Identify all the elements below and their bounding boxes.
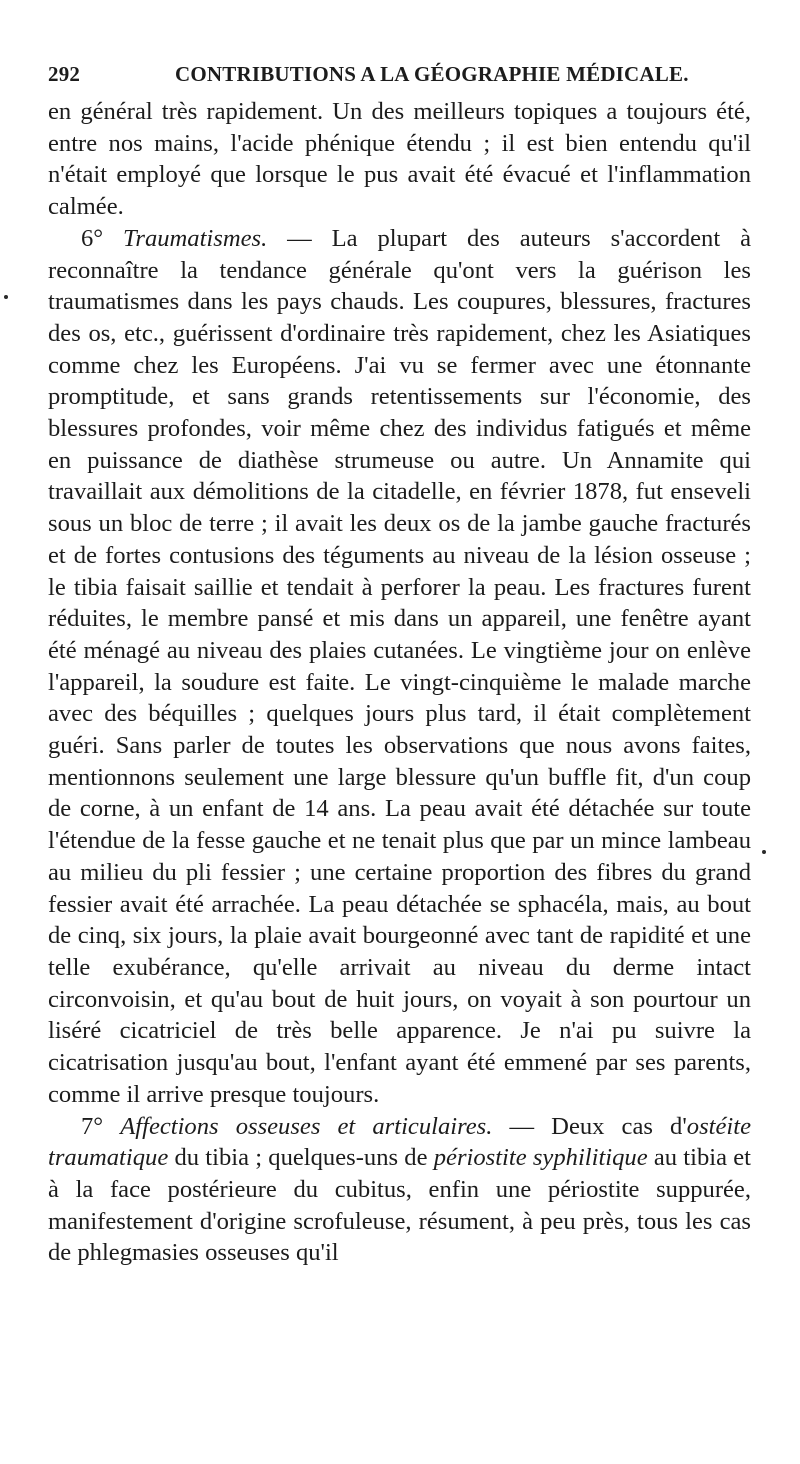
body-text bbox=[48, 96, 751, 1269]
section-heading: Traumatismes. bbox=[123, 224, 268, 252]
paragraph-text: en général très rapidement. Un des meilleurs topiques a toujours été, entre nos mains, l'acide phénique étendu ; il est bien entendu qu'il n'était employé que lorsque le pus avait été évacué et l'inflammation calmée. bbox=[48, 98, 751, 221]
running-title: CONTRIBUTIONS A LA GÉOGRAPHIE MÉDICALE. bbox=[175, 62, 689, 86]
section-heading: Affections osseuses et articulaires. bbox=[120, 1112, 493, 1140]
section-number: 7° bbox=[81, 1112, 104, 1140]
margin-speck bbox=[762, 850, 766, 854]
italic-term: ostéite traumatique bbox=[48, 1112, 751, 1172]
paragraph-text: — Deux cas d' bbox=[509, 1112, 687, 1140]
paragraph-text: — La plupart des auteurs s'accordent à reconnaître la tendance générale qu'ont vers la guérison les traumatismes dans les pays chauds. Les coupures, blessures, fractures des os, etc., guérissent d'ordinaire très rapidement, chez les Asiatiques comme chez les Européens. J'ai vu se fermer avec une étonnante promptitude, et sans grands retentissements sur l'économie, des blessures profondes, voir même chez des individus fatigués et même en puissance de diathèse strumeuse ou autre. Un Annamite qui travaillait aux démolitions de la citadelle, en février 1878, fut enseveli sous un bloc de terre ; il avait les deux os de la jambe gauche fracturés et de fortes contusions des téguments au niveau de la lésion osseuse ; le tibia faisait saillie et tendait à perforer la peau. Les fractures furent réduites, le membre pansé et mis dans un appareil, une fenêtre ayant été ménagé au niveau des plaies cutanées. Le vingtième jour on enlève l'appareil, la soudure est faite. Le vingt-cinquième le malade marche avec des béquilles ; quelques jours plus tard, il était complètement guéri. Sans parler de toutes les observations que nous avons faites, mentionnons seulement une large blessure qu'un buffle fit, d'un coup de corne, à un enfant de 14 ans. La peau avait été détachée sur toute l'étendue de la fesse gauche et ne tenait plus que par un mince lambeau au milieu du pli fessier ; une certaine proportion des fibres du grand fessier avait été arrachée. La peau détachée se sphacéla, mais, au bout de cinq, six jours, la plaie avait bourgeonné avec tant de rapidité et une telle exubérance, qu'elle arrivait au niveau du derme intact circonvoisin, et qu'au bout de huit jours, on voyait à son pourtour un liséré cicatriciel de très belle apparence. Je n'ai pu suivre la cicatrisation jusqu'au bout, l'enfant ayant été emmené par ses parents, comme il arrive presque toujours. bbox=[48, 224, 752, 1108]
section-traumatismes bbox=[48, 223, 751, 1111]
running-header bbox=[48, 62, 751, 92]
italic-term: périostite syphilitique bbox=[433, 1144, 648, 1172]
section-number: 6° bbox=[81, 224, 104, 252]
paragraph-continuation bbox=[48, 96, 751, 223]
page-number: 292 bbox=[48, 62, 81, 86]
margin-speck bbox=[4, 295, 8, 299]
paragraph-text: du tibia ; quelques-uns de bbox=[168, 1144, 434, 1172]
section-affections-osseuses bbox=[48, 1111, 751, 1270]
paragraph-text: au tibia et à la face postérieure du cubitus, enfin une périostite suppurée, manifestement d'origine scrofuleuse, résument, à peu près, tous les cas de phlegmasies osseuses qu'il bbox=[48, 1144, 751, 1267]
